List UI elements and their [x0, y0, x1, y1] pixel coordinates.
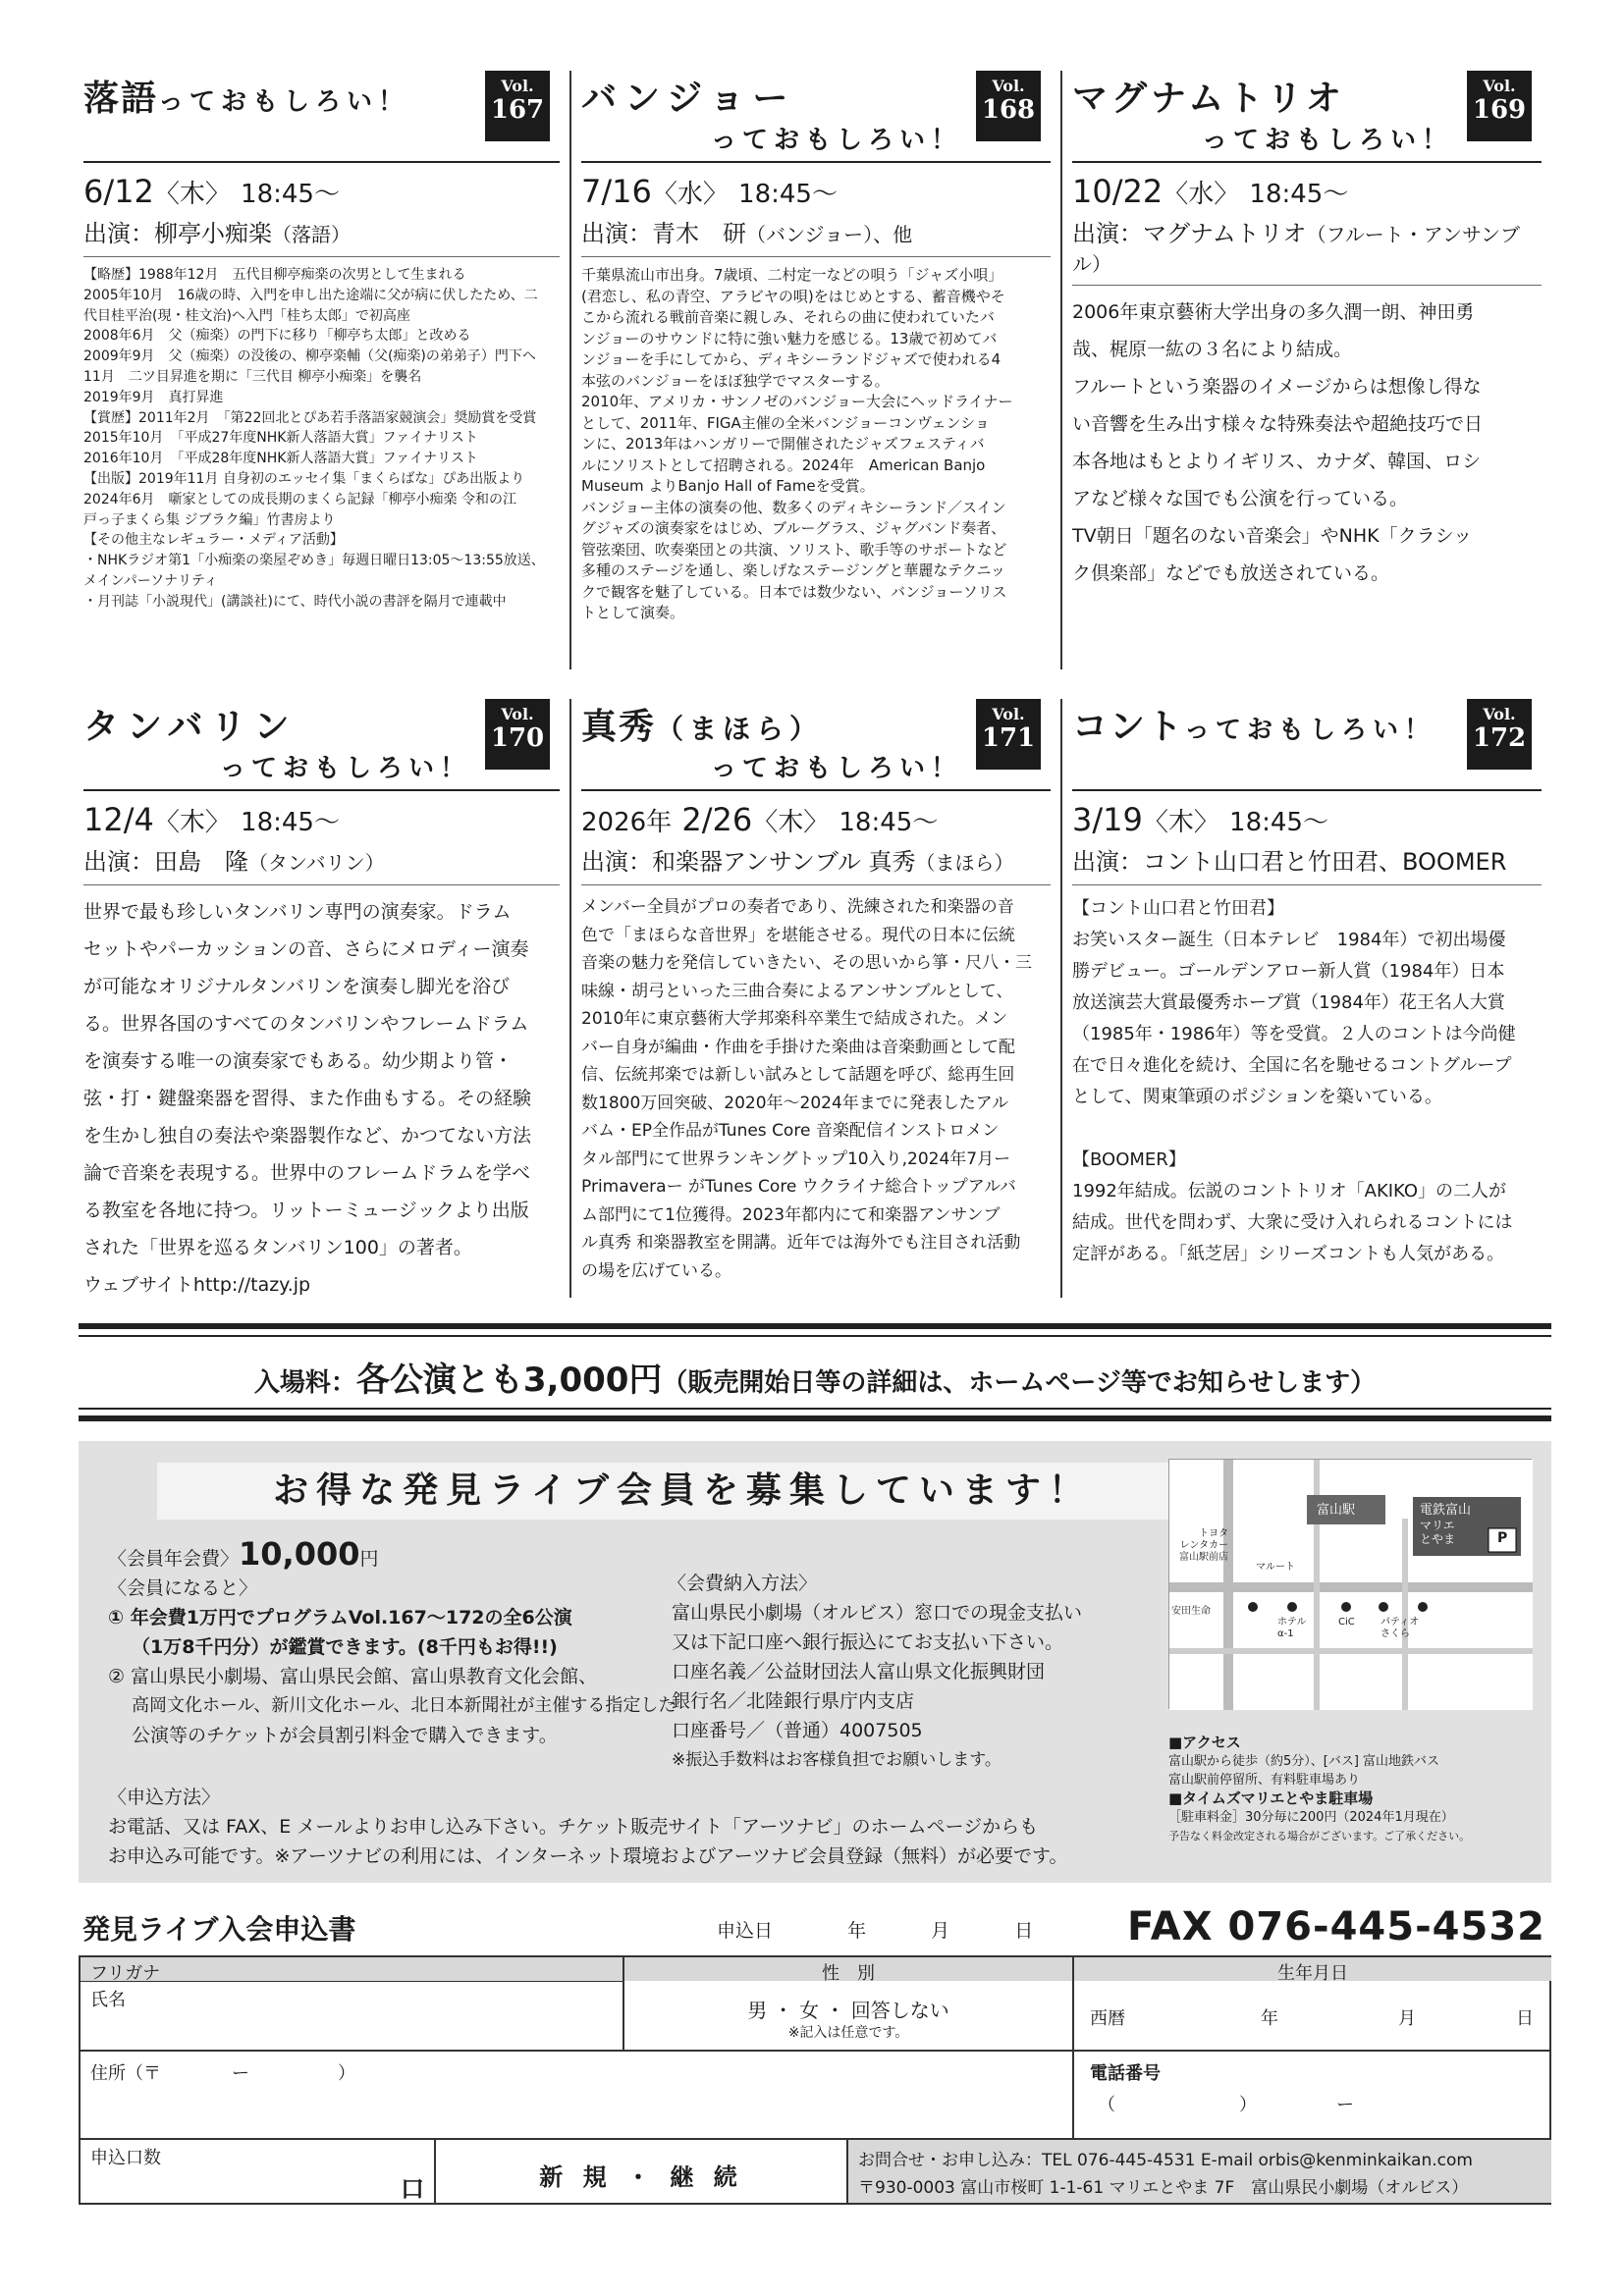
- body-line: 論で音楽を表現する。世界中のフレームドラムを学べ: [83, 1162, 531, 1184]
- body-line: 弦・打・鍵盤楽器を習得、また作曲もする。その経験: [83, 1088, 532, 1109]
- event-date: 2026年 2/26〈木〉 18:45〜: [581, 801, 939, 838]
- body-line: 1992年結成。伝説のコントトリオ「AKIKO」の二人が: [1072, 1181, 1507, 1201]
- event-vol-168: [569, 71, 1060, 669]
- body-line: 2019年9月 真打昇進: [83, 389, 224, 405]
- title-rule: [581, 789, 1051, 791]
- body-line: 多種のステージを通し、楽しげなステージングと華麗なテクニッ: [581, 561, 1005, 579]
- body-line: ンジョーのサウンドに特に強い魅力を感じる。13歳で初めてバ: [581, 329, 998, 347]
- event-body: [83, 265, 560, 613]
- body-line: Primaveraー がTunes Core ウクライナ総合トップアルバ: [581, 1177, 1016, 1197]
- event-performer: 出演：田島 隆（タンバリン）: [83, 848, 385, 876]
- parking-line: 予告なく料金改定される場合がございます。ご了承ください。: [1168, 1830, 1471, 1842]
- event-title-main: 落語: [83, 79, 159, 119]
- event-body: [581, 893, 1051, 1285]
- parking-line: ［駐車料金］30分毎に200円（2024年1月現在）: [1168, 1810, 1454, 1825]
- body-line: 放送演芸大賞最優秀ホープ賞（1984年）花王名人大賞: [1072, 992, 1505, 1013]
- payment-line: ※振込手数料はお客様負担でお願いします。: [672, 1750, 1001, 1770]
- apply-method: [108, 1783, 1208, 1871]
- body-line: が可能なオリジナルタンバリンを演奏し脚光を浴び: [83, 976, 510, 997]
- event-body: [581, 265, 1051, 624]
- body-line: る教室を各地に持つ。リットーミュージックより出版: [83, 1200, 529, 1221]
- body-line: 結成。世代を問わず、大衆に受け入れられるコントには: [1072, 1212, 1513, 1233]
- event-performer: 出演：青木 研（バンジョー）、他: [581, 220, 913, 247]
- vol-badge: Vol. 169: [1467, 71, 1532, 141]
- vol-badge: Vol. 172: [1467, 699, 1532, 770]
- application-form: [79, 1955, 1551, 2205]
- body-line: を演奏する唯一の演奏家でもある。幼少期より管・: [83, 1050, 514, 1072]
- body-line: グジャズの演奏家をはじめ、ブルーグラス、ジャグバンド奏者、: [581, 519, 1006, 537]
- event-title: [83, 71, 560, 149]
- title-rule: [581, 161, 1051, 163]
- event-date: 3/19〈木〉 18:45〜: [1072, 801, 1328, 838]
- body-line: 2015年10月 「平成27年度NHK新人落語大賞」ファイナリスト: [83, 430, 478, 447]
- body-line: 本弦のバンジョーをほぼ独学でマスターする。: [581, 371, 890, 390]
- furigana-label: フリガナ: [90, 1963, 161, 1984]
- map-label-anda: 安田生命: [1171, 1606, 1211, 1617]
- event-title-main: マグナムトリオ: [1072, 79, 1345, 119]
- payment-line: 口座番号／（普通）4007505: [672, 1720, 923, 1741]
- body-line: メインパーソナリティ: [83, 572, 218, 589]
- body-line: 【コント山口君と竹田君】: [1072, 898, 1284, 919]
- benefit-2: ② 富山県民小劇場、富山県民会館、富山県教育文化会館、: [108, 1666, 598, 1687]
- parking-heading: ■タイムズマリエとやま駐車場: [1168, 1789, 1374, 1807]
- event-date: 12/4〈木〉 18:45〜: [83, 801, 340, 838]
- body-line: 2010年、アメリカ・サンノゼのバンジョー大会にヘッドライナー: [581, 393, 1013, 410]
- event-performer: 出演：マグナムトリオ（フルート・アンサンブル）: [1072, 220, 1520, 276]
- payment-line: 富山県民小劇場（オルビス）窓口での現金支払い: [672, 1602, 1083, 1624]
- map-label-station: 富山駅: [1317, 1503, 1356, 1518]
- map-label-hotel: ホテル α-1: [1277, 1617, 1307, 1639]
- benefit-1-cont: （1万8千円分）が鑑賞できます。(8千円もお得!!): [132, 1636, 558, 1658]
- vol-badge: Vol. 168: [976, 71, 1041, 141]
- body-line: 【賞歴】2011年2月 「第22回北とぴあ若手落語家競演会」奨励賞を受賞: [83, 409, 537, 426]
- body-line: こから流れる戦前音楽に親しみ、それらの曲に使われていたバ: [581, 308, 995, 326]
- form-header: [79, 1904, 1551, 1953]
- event-title-main: コント: [1072, 707, 1185, 747]
- body-line: 定評がある。「紙芝居」シリーズコントも人気がある。: [1072, 1244, 1505, 1264]
- name-field[interactable]: 氏名: [81, 1981, 623, 2050]
- body-line: 【出版】2019年11月 自身初のエッセイ集「まくらばな」ぴあ出版より: [83, 470, 525, 487]
- map-graphic: [1169, 1460, 1533, 1710]
- body-line: い音響を生み出す様々な特殊奏法や超絶技巧で日: [1072, 413, 1484, 435]
- benefit-2-cont: 公演等のチケットが会員割引料金で購入できます。: [132, 1725, 558, 1746]
- map-label-maruto: マルート: [1256, 1562, 1295, 1573]
- access-line: 富山駅から徒歩（約5分）、[バス] 富山地鉄バス: [1168, 1754, 1440, 1769]
- body-line: 11月 二ツ目昇進を期に「三代目 柳亭小痴楽」を襲名: [83, 368, 422, 385]
- divider: [581, 256, 1051, 257]
- body-line: 数1800万回突破、2020年〜2024年までに発表したアル: [581, 1093, 1009, 1113]
- event-vol-169: [1060, 71, 1551, 669]
- body-line: 信、伝統邦楽では新しい試みとして話題を呼び、総再生回: [581, 1065, 1015, 1085]
- event-title-main: タンバリン: [83, 707, 298, 747]
- event-date: 10/22〈水〉 18:45〜: [1072, 173, 1349, 210]
- benefits-label: 〈会員になると〉: [108, 1577, 258, 1599]
- fee-row: 〈会員年会費〉10,000円: [108, 1535, 379, 1573]
- band-rule: [79, 1335, 1551, 1337]
- body-line: セットやパーカッションの音、さらにメロディー演奏: [83, 938, 529, 960]
- benefit-2-cont: 高岡文化ホール、新川文化ホール、北日本新聞社が主催する指定した: [132, 1695, 677, 1716]
- event-vol-172: [1060, 699, 1551, 1298]
- body-line: 戸っ子まくら集 ジブラク編」竹書房より: [83, 511, 336, 528]
- form-title: 発見ライブ入会申込書: [82, 1913, 356, 1946]
- body-line: の場を広げている。: [581, 1260, 731, 1281]
- access-info: [1168, 1734, 1542, 1845]
- body-line: アなど様々な国でも公演を行っている。: [1072, 488, 1409, 509]
- body-line: ク倶楽部」などでも放送されている。: [1072, 562, 1390, 584]
- event-title: [1072, 699, 1542, 777]
- body-line: る。世界各国のすべてのタンバリンやフレームドラム: [83, 1013, 529, 1035]
- event-title-sub: っておもしろい！: [710, 754, 962, 783]
- body-line: 味線・胡弓といった三曲合奏によるアンサンブルとして、: [581, 981, 1013, 1001]
- body-line: 在で日々進化を続け、全国に名を馳せるコントグループ: [1072, 1055, 1512, 1076]
- body-line: 2024年6月 噺家としての成長期のまくら記録「柳亭小痴楽 令和の江: [83, 491, 516, 507]
- birthdate-field[interactable]: 生年月日 西暦 年 月 日: [1072, 1957, 1551, 2050]
- body-line: された「世界を巡るタンバリン100」の著者。: [83, 1237, 472, 1258]
- payment-lines: [668, 1598, 1218, 1775]
- body-line: 世界で最も珍しいタンバリン専門の演奏家。ドラム: [83, 901, 512, 923]
- apply-label: 〈申込方法〉: [108, 1787, 221, 1808]
- body-line: （1985年・1986年）等を受賞。２人のコントは今尚健: [1072, 1024, 1516, 1044]
- payment-line: 又は下記口座へ銀行振込にてお支払い下さい。: [672, 1631, 1064, 1653]
- title-rule: [83, 789, 560, 791]
- body-line: ル真秀 和楽器教室を開講。近年では海外でも注目され活動: [581, 1233, 1021, 1253]
- access-line: 富山駅前停留所、有料駐車場あり: [1168, 1773, 1361, 1788]
- body-line: 【略歴】1988年12月 五代目柳亭痴楽の次男として生まれる: [83, 267, 466, 283]
- body-line: ンに、2013年はハンガリーで開催されたジャズフェスティバ: [581, 435, 985, 453]
- event-title: [1072, 71, 1542, 155]
- address-field[interactable]: 住所（〒 ー ）: [81, 2050, 1072, 2138]
- event-date: 7/16〈水〉 18:45〜: [581, 173, 838, 210]
- payment-label: 〈会費納入方法〉: [668, 1573, 818, 1594]
- divider: [581, 884, 1051, 885]
- event-body: [1072, 893, 1542, 1270]
- event-title: [581, 699, 1051, 783]
- body-line: バンジョー主体の演奏の他、数多くのディキシーランド／スイン: [581, 498, 1006, 516]
- body-line: Museum よりBanjo Hall of Fameを受賞。: [581, 477, 875, 495]
- event-body: [1072, 294, 1542, 592]
- access-heading: ■アクセス: [1168, 1734, 1241, 1751]
- body-line: として、2011年、FIGA主催の全米バンジョーコンヴェンショ: [581, 413, 990, 432]
- title-rule: [1072, 789, 1542, 791]
- divider: [83, 884, 560, 885]
- payment-method: [668, 1569, 1218, 1775]
- body-line: タル部門にて世界ランキングトップ10入り,2024年7月ー: [581, 1148, 1011, 1169]
- body-line: を生かし独自の奏法や楽器製作など、かつてない方法: [83, 1125, 532, 1147]
- body-line: バム・EP全作品がTunes Core 音楽配信インストロメン: [581, 1121, 1000, 1141]
- payment-line: 銀行名／北陸銀行県庁内支店: [672, 1690, 915, 1712]
- body-line: [1072, 1113, 1542, 1145]
- event-title-sub: っておもしろい！: [1184, 716, 1436, 745]
- body-line: ム部門にて1位獲得。2023年都内にて和楽器アンサンブ: [581, 1204, 1001, 1225]
- divider: [1072, 884, 1542, 885]
- body-line: フルートという楽器のイメージからは想像し得な: [1072, 376, 1482, 398]
- event-title: [83, 699, 560, 783]
- benefit-1: ① 年会費1万円でプログラムVol.167〜172の全6公演: [108, 1607, 572, 1629]
- map-label-dentetsu: 電鉄富山: [1420, 1503, 1472, 1518]
- membership-fee-benefits: [108, 1535, 697, 1750]
- map-label-toyota: トヨタ レンタカー 富山駅前店: [1179, 1528, 1228, 1563]
- body-line: として、関東筆頭のポジションを築いている。: [1072, 1087, 1442, 1107]
- body-line: 2005年10月 16歳の時、入門を申し出た途端に父が病に伏したため、二: [83, 287, 538, 303]
- phone-field[interactable]: 電話番号 （ ） ー: [1072, 2050, 1551, 2138]
- body-line: 【その他主なレギュラー・メディア活動】: [83, 532, 344, 549]
- body-line: 勝デビュー。ゴールデンアロー新人賞（1984年）日本: [1072, 961, 1505, 982]
- body-line: (君恋し、私の青空、アラビヤの唄)をはじめとする、蓄音機やそ: [581, 287, 1005, 305]
- count-field[interactable]: 申込口数 口: [81, 2138, 434, 2203]
- type-field[interactable]: 新 規 ・ 継 続: [434, 2138, 846, 2203]
- event-date: 6/12〈木〉 18:45〜: [83, 173, 340, 210]
- event-vol-167: [79, 71, 569, 669]
- event-title-sub: っておもしろい！: [1201, 126, 1453, 155]
- contact-info: お問合せ・お申し込み：TEL 076-445-4531 E-mail orbis@kenminkaikan.com 〒930-0003 富山市桜町 1-1-61 マリエとやま 7F 富山県民小劇場（オルビス）: [846, 2138, 1551, 2203]
- body-line: ・月刊誌「小説現代」(講談社)にて、時代小説の書評を隔月で連載中: [83, 593, 507, 610]
- event-vol-171: [569, 699, 1060, 1298]
- body-line: 【BOOMER】: [1072, 1149, 1186, 1170]
- admission-fee-band: [79, 1323, 1551, 1421]
- admission-fee: 入場料：各公演とも3,000円（販売開始日等の詳細は、ホームページ等でお知らせします）: [253, 1361, 1377, 1400]
- body-line: 管弦楽団、吹奏楽団との共演、ソリスト、歌手等のサポートなど: [581, 540, 1007, 559]
- events-row-1: [79, 71, 1551, 669]
- body-line: 音楽の魅力を発信していきたい、その思いから箏・尺八・三: [581, 953, 1032, 973]
- event-vol-170: [79, 699, 569, 1298]
- body-line: TV朝日「題名のない音楽会」やNHK「クラシッ: [1072, 525, 1473, 547]
- parking-icon: P: [1497, 1530, 1508, 1546]
- body-line: お笑いスター誕生（日本テレビ 1984年）で初出場優: [1072, 930, 1506, 950]
- body-line: メンバー全員がプロの奏者であり、洗練された和楽器の音: [581, 897, 1014, 917]
- body-line: 2008年6月 父（痴楽）の門下に移り「柳亭ち太郎」と改める: [83, 328, 471, 345]
- event-title-main: 真秀: [581, 707, 657, 747]
- event-title: [581, 71, 1051, 155]
- body-line: 本各地はもとよりイギリス、カナダ、韓国、ロシ: [1072, 451, 1482, 472]
- event-performer: 出演：柳亭小痴楽（落語）: [83, 220, 351, 247]
- body-line: ・NHKラジオ第1「小痴楽の楽屋ぞめき」毎週日曜日13:05〜13:55放送、: [83, 553, 545, 569]
- payment-line: 口座名義／公益財団法人富山県文化振興財団: [672, 1661, 1046, 1682]
- vol-badge: Vol. 171: [976, 699, 1041, 770]
- body-line: 千葉県流山市出身。7歳頃、二村定一などの唄う「ジャズ小唄」: [581, 266, 1003, 284]
- vol-badge: Vol. 170: [485, 699, 550, 770]
- fax-number: FAX 076-445-4532: [1127, 1904, 1545, 1949]
- event-title-sub: っておもしろい！: [219, 754, 471, 783]
- event-title-sub: っておもしろい！: [158, 87, 410, 117]
- title-rule: [83, 161, 560, 163]
- body-line: 2009年9月 父（痴楽）の没後の、柳亭楽輔（父(痴楽)の弟弟子）門下へ: [83, 348, 536, 365]
- event-performer: 出演：和楽器アンサンブル 真秀（まほら）: [581, 848, 1014, 876]
- event-title-main: バンジョー: [581, 79, 796, 119]
- event-performer: 出演：コント山口君と竹田君、BOOMER: [1072, 848, 1507, 876]
- divider: [1072, 285, 1542, 286]
- events-row-2: [79, 699, 1551, 1298]
- divider: [83, 256, 560, 257]
- body-line: 2006年東京藝術大学出身の多久潤一朗、神田勇: [1072, 301, 1475, 323]
- body-line: 色で「まほらな音世界」を堪能させる。現代の日本に伝統: [581, 925, 1015, 945]
- vol-badge: Vol. 167: [485, 71, 550, 141]
- body-line: ウェブサイトhttp://tazy.jp: [83, 1274, 311, 1296]
- apply-text: お申込み可能です。※アーツナビの利用には、インターネット環境およびアーツナビ会員登録（無料）が必要です。: [108, 1845, 1068, 1867]
- body-line: 2010年に東京藝術大学邦楽科卒業生で結成された。メン: [581, 1009, 1008, 1029]
- map-label-patio: パティオ さくら: [1380, 1617, 1420, 1639]
- event-title-paren: （まほら）: [656, 713, 824, 745]
- membership-panel: [79, 1441, 1551, 1883]
- apply-text: お電話、又は FAX、E メールよりお申し込み下さい。チケット販売サイト「アーツナビ」のホームページからも: [108, 1816, 1039, 1838]
- body-line: クで観客を魅了している。日本では数少ない、バンジョーソリス: [581, 582, 1007, 601]
- map-label-cic: CiC: [1338, 1617, 1355, 1628]
- map-label-marier: マリエ とやま: [1420, 1519, 1456, 1546]
- body-line: 代目桂平治(現・桂文治)へ入門「桂ち太郎」で初高座: [83, 307, 410, 324]
- event-title-sub: っておもしろい！: [710, 126, 962, 155]
- body-line: 2016年10月 「平成28年度NHK新人落語大賞」ファイナリスト: [83, 451, 478, 467]
- band-rule: [79, 1408, 1551, 1410]
- membership-heading: お得な発見ライブ会員を募集しています！: [157, 1463, 1208, 1520]
- body-line: ンジョーを手にしてから、ディキシーランドジャズで使われる4: [581, 350, 1001, 368]
- event-body: [83, 893, 560, 1304]
- access-map: [1168, 1459, 1532, 1709]
- body-line: バー自身が編曲・作曲を手掛けた楽曲は音楽動画として配: [581, 1037, 1015, 1057]
- gender-field[interactable]: 性 別 男 ・ 女 ・ 回答しない ※記入は任意です。: [623, 1957, 1072, 2050]
- body-line: 哉、梶原一紘の３名により結成。: [1072, 339, 1353, 360]
- form-date-row: 申込日 年 月 日: [717, 1920, 1034, 1942]
- body-line: ルにソリストとして招聘される。2024年 American Banjo: [581, 455, 986, 474]
- title-rule: [1072, 161, 1542, 163]
- body-line: トとして演奏。: [581, 604, 685, 621]
